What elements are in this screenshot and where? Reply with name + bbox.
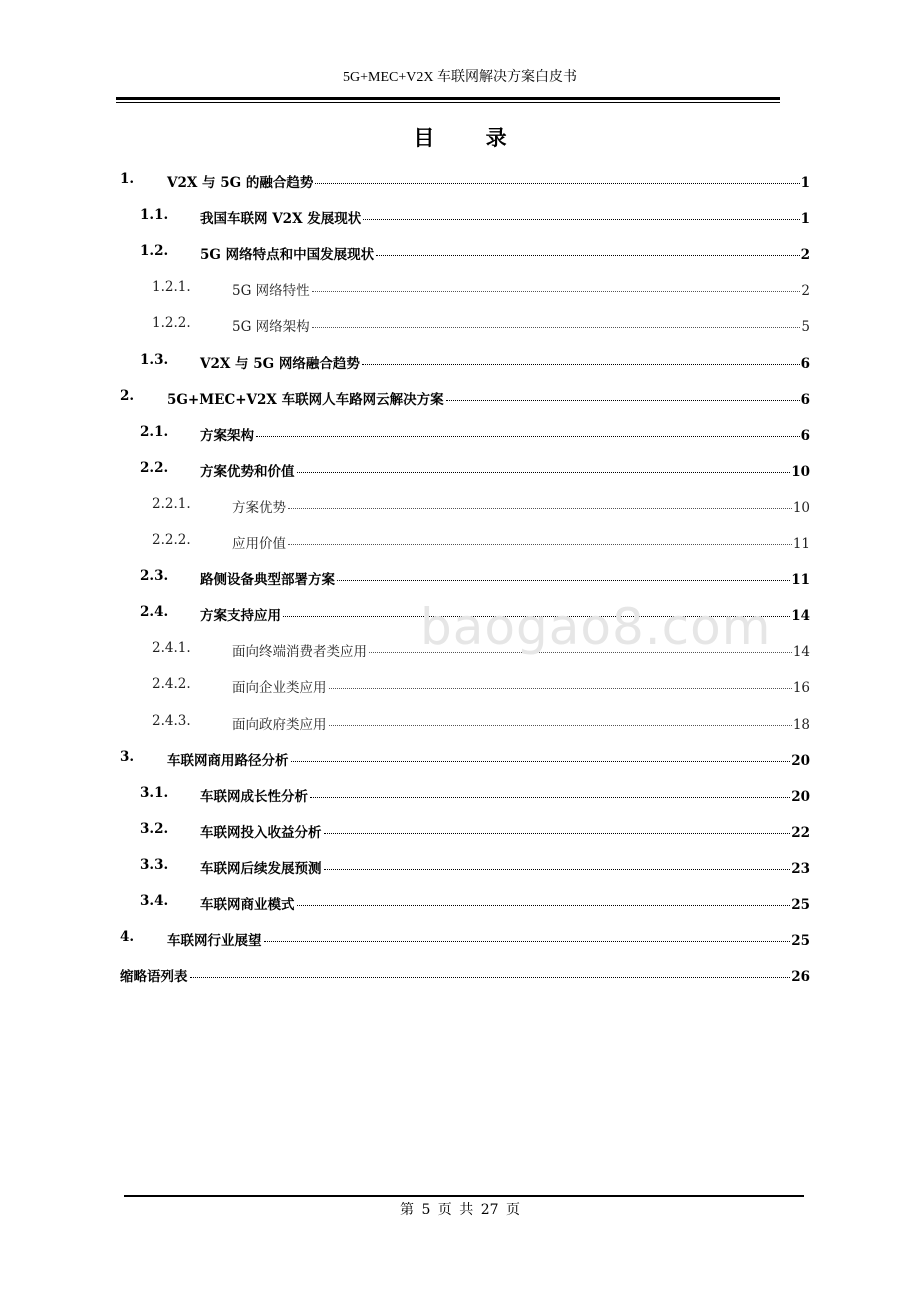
toc-entry[interactable] [0,595,920,631]
toc-entry-title: 缩略语列表 [120,969,188,986]
toc-entry[interactable] [0,451,920,487]
toc-leader-dots [446,400,800,401]
toc-entry-number: 1.3. [140,351,169,368]
toc-entry-page: 1 [800,211,810,228]
toc-entry-number: 2.4.1. [152,640,191,657]
toc-leader-dots [324,833,791,834]
toc-leader-dots [315,183,799,184]
toc-entry-number: 3.1. [140,784,169,801]
document-title: 5G+MEC+V2X 车联网解决方案白皮书 [343,70,577,85]
toc-entry[interactable] [0,740,920,776]
toc-leader-dots [363,219,799,220]
toc-entry-title: 5G 网络架构 [232,319,310,336]
toc-entry[interactable] [0,379,920,415]
toc-entry-number: 3.2. [140,820,169,837]
page-number: 第 5 页 共 27 页 [400,1202,520,1218]
toc-entry-number: 2.4.3. [152,712,191,729]
toc-entry-page: 2 [800,247,810,264]
toc-entry-title: 我国车联网 V2X 发展现状 [200,211,362,228]
toc-leader-dots [264,941,791,942]
toc-entry-title: 车联网商业模式 [200,897,295,913]
toc-entry[interactable] [0,234,920,270]
toc-entry-title: 面向企业类应用 [232,680,327,697]
toc-entry-title: 车联网商用路径分析 [167,752,289,769]
toc-leader-dots [324,869,791,870]
toc-entry-title: 方案优势和价值 [200,463,295,480]
toc-entry-number: 1.2.2. [152,315,191,332]
toc-leader-dots [312,291,801,292]
toc-entry-page: 6 [800,355,810,372]
toc-entry-page: 14 [792,644,810,661]
header-divider-thick [116,97,780,100]
toc-entry-title: 方案支持应用 [200,608,281,625]
toc-entry-page: 6 [800,391,810,408]
toc-entry[interactable] [0,704,920,740]
toc-entry-page: 11 [791,572,810,589]
toc-entry-number: 3.3. [140,856,169,873]
toc-entry-number: 2.4. [140,604,169,621]
toc-leader-dots [297,472,791,473]
toc-entry-page: 10 [791,463,810,480]
toc-entry-page: 22 [791,824,810,841]
toc-entry-number: 1.1. [140,207,169,224]
toc-entry-page: 16 [792,680,810,697]
toc-leader-dots [362,364,800,365]
toc-leader-dots [288,544,792,545]
toc-entry[interactable] [0,198,920,234]
toc-leader-dots [337,580,790,581]
toc-leader-dots [310,797,790,798]
toc-leader-dots [256,436,800,437]
toc-entry[interactable] [0,415,920,451]
toc-leader-dots [291,761,791,762]
toc-entry-number: 4. [120,929,135,946]
toc-entry-number: 1.2. [140,243,169,260]
toc-entry-page: 2 [801,283,810,300]
toc-entry-number: 3. [120,748,135,765]
toc-entry-title: 车联网投入收益分析 [200,824,322,841]
toc-leader-dots [376,255,799,256]
toc-heading: 目 录 [413,125,529,150]
toc-entry[interactable] [0,306,920,342]
toc-entry-page: 20 [791,752,810,769]
toc-entry[interactable] [0,559,920,595]
toc-entry[interactable] [0,631,920,667]
toc-entry-title: 车联网行业展望 [167,933,262,950]
toc-leader-dots [288,508,792,509]
toc-entry-title: V2X 与 5G 网络融合趋势 [200,355,360,372]
toc-entry-page: 11 [792,536,810,552]
toc-leader-dots [312,327,801,328]
toc-entry-title: 5G+MEC+V2X 车联网人车路网云解决方案 [167,391,444,408]
toc-entry-page: 10 [792,499,810,516]
toc-entry-number: 3.4. [140,893,169,909]
toc-entry-title: 面向政府类应用 [232,716,327,733]
toc-entry[interactable] [0,487,920,523]
header-divider-thin [116,102,780,103]
toc-entry-number: 2.3. [140,568,169,585]
toc-entry-title: 5G 网络特点和中国发展现状 [200,247,375,264]
toc-entry[interactable] [0,776,920,812]
toc-entry-page: 25 [791,933,810,950]
toc-entry-title: 路侧设备典型部署方案 [200,572,335,589]
toc-entry[interactable] [0,667,920,703]
toc-entry[interactable] [0,920,920,956]
toc-entry-page: 23 [791,860,810,877]
toc-entry[interactable] [0,956,920,992]
toc-entry-title: 面向终端消费者类应用 [232,644,367,661]
toc-entry-number: 1. [120,171,135,187]
toc-entry-page: 26 [791,969,810,986]
toc-leader-dots [190,977,791,978]
toc-entry-title: 应用价值 [232,536,286,552]
toc-entry[interactable] [0,343,920,379]
toc-entry-title: 车联网后续发展预测 [200,860,322,877]
toc-leader-dots [283,616,790,617]
toc-entry-title: 方案架构 [200,427,254,444]
toc-entry-page: 20 [791,788,810,805]
toc-entry-number: 2.2. [140,459,169,476]
toc-leader-dots [297,905,791,906]
toc-entry[interactable] [0,884,920,920]
toc-entry[interactable] [0,162,920,198]
toc-entry-title: V2X 与 5G 的融合趋势 [167,175,314,191]
toc-entry-number: 2.2.2. [152,532,191,548]
toc-entry[interactable] [0,812,920,848]
toc-entry-page: 1 [800,175,810,191]
toc-leader-dots [329,688,792,689]
toc-entry[interactable] [0,848,920,884]
toc-leader-dots [369,652,792,653]
toc-entry-title: 车联网成长性分析 [200,788,308,805]
toc-entry-title: 方案优势 [232,499,286,516]
toc-entry[interactable] [0,523,920,559]
toc-entry-number: 2.1. [140,423,169,440]
toc-entry-page: 5 [801,319,810,336]
toc-entry-page: 18 [792,716,810,733]
watermark: baogao8.com [420,598,772,656]
toc-entry-number: 2. [120,387,135,404]
toc-entry-page: 6 [800,427,810,444]
toc-leader-dots [329,725,792,726]
toc-entry-number: 2.4.2. [152,676,191,693]
toc-entry-title: 5G 网络特性 [232,283,310,300]
footer-divider [124,1195,804,1197]
toc-entry-page: 25 [791,897,810,913]
toc-entry-number: 1.2.1. [152,279,191,296]
toc-entry-number: 2.2.1. [152,495,191,512]
toc-entry[interactable] [0,270,920,306]
toc-entry-page: 14 [791,608,810,625]
